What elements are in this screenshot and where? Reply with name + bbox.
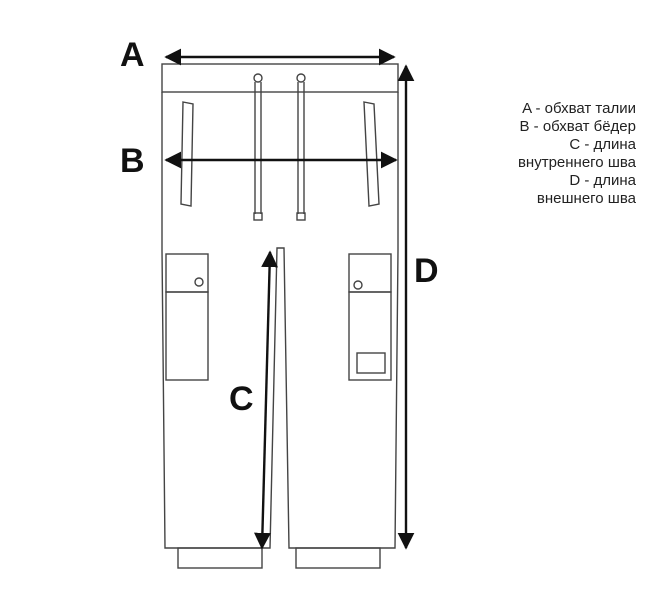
label-a: A	[120, 36, 145, 74]
right-slash-pocket	[364, 102, 379, 206]
legend-line: C - длина	[569, 136, 636, 153]
pants-outline	[162, 64, 398, 568]
right-cuff	[296, 548, 380, 568]
legend-line: внутреннего шва	[517, 154, 636, 171]
drawstrings	[254, 74, 305, 220]
legend-line: D - длина	[569, 172, 636, 189]
waistband	[162, 64, 398, 92]
legend-line: внешнего шва	[536, 190, 636, 207]
legend-line: A - обхват талии	[522, 100, 636, 117]
right-cargo-pocket	[349, 254, 391, 380]
left-cuff	[178, 548, 262, 568]
left-slash-pocket	[181, 102, 193, 206]
legend-line: B - обхват бёдер	[519, 118, 636, 135]
label-c: C	[229, 380, 254, 418]
left-cargo-pocket	[166, 254, 208, 380]
label-d: D	[414, 252, 439, 290]
measurement-legend	[518, 100, 636, 208]
label-b: B	[120, 142, 145, 180]
measure-line-c	[262, 252, 270, 548]
